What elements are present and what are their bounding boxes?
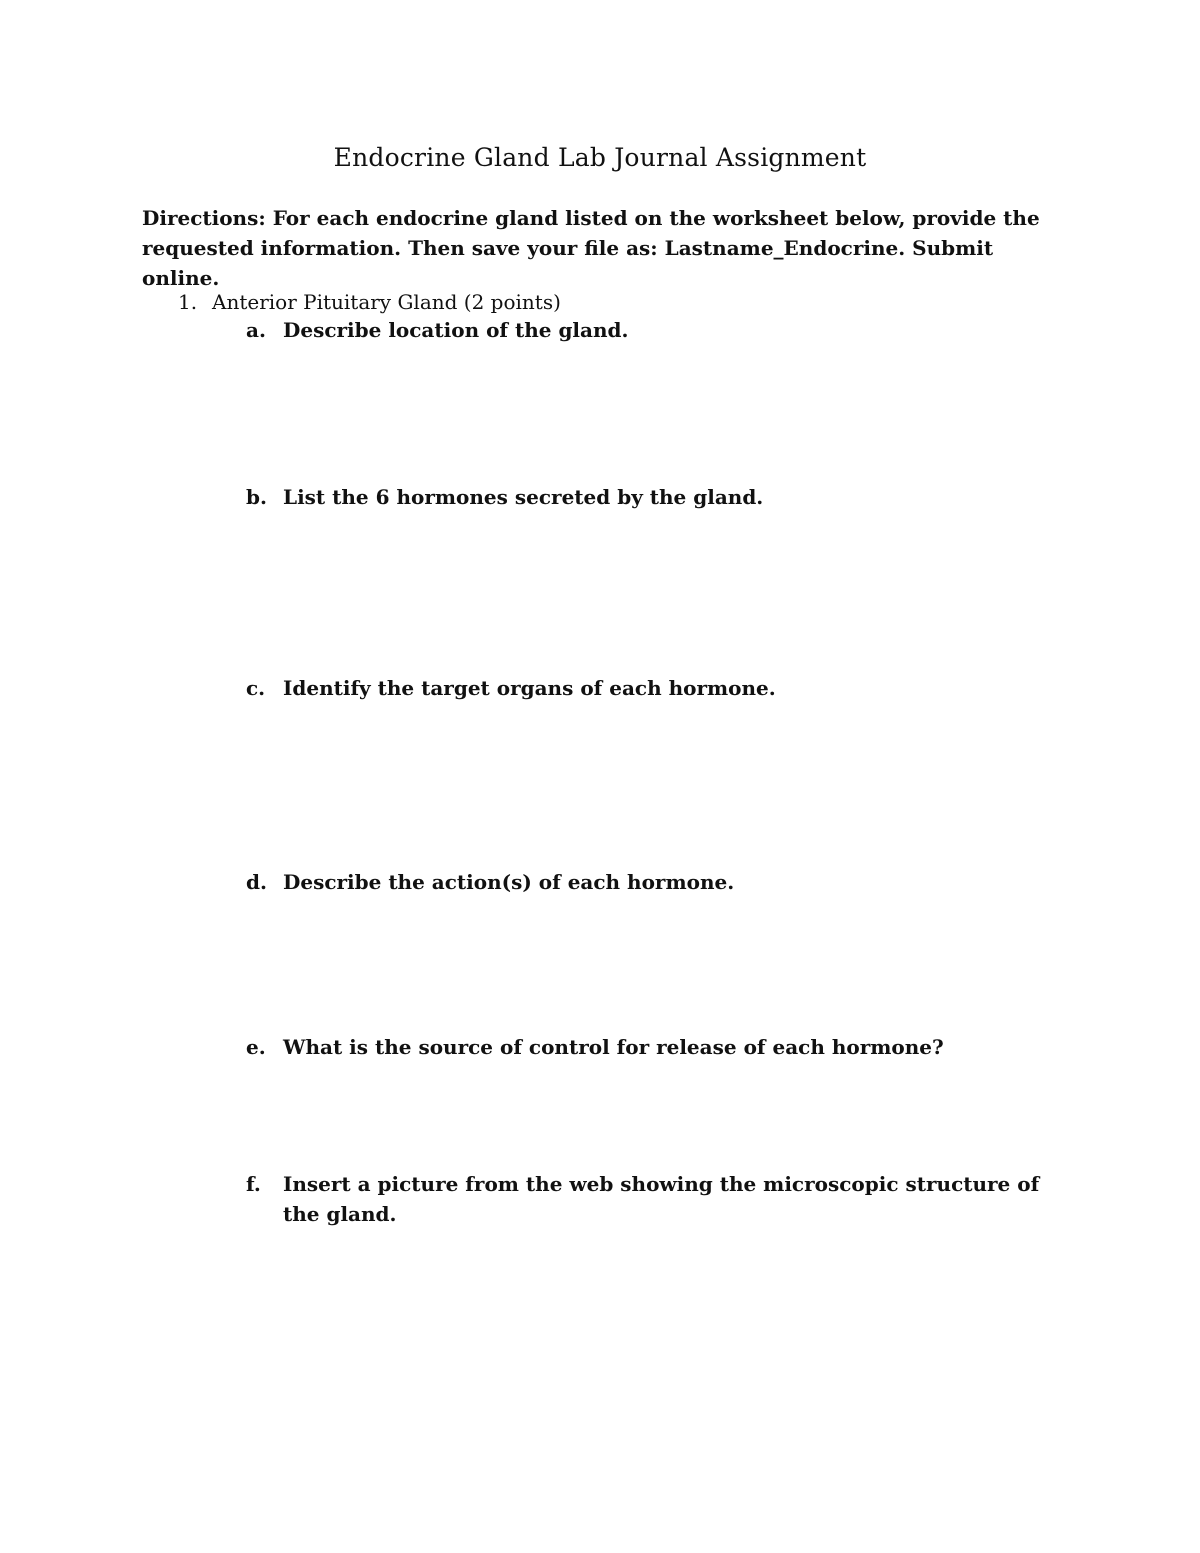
sub-question-text: Describe the action(s) of each hormone. xyxy=(283,870,735,894)
sub-question-text: Describe location of the gland. xyxy=(283,318,629,342)
sub-question-text: Identify the target organs of each hormone. xyxy=(283,676,776,700)
sub-question-letter: a. xyxy=(246,318,266,342)
question-number: 1. xyxy=(178,290,198,314)
sub-question-letter: b. xyxy=(246,485,267,509)
sub-question-text: List the 6 hormones secreted by the gland. xyxy=(283,485,764,509)
sub-question-letter: d. xyxy=(246,870,267,894)
document-title: Endocrine Gland Lab Journal Assignment xyxy=(333,143,867,172)
sub-question-letter: c. xyxy=(246,676,266,700)
sub-question-text: What is the source of control for release of each hormone? xyxy=(283,1035,944,1059)
sub-question-letter: e. xyxy=(246,1035,266,1059)
sub-question-letter: f. xyxy=(246,1172,261,1196)
directions-paragraph: Directions: For each endocrine gland listed on the worksheet below, provide the requested information. Then save your file as: Lastname_Endocrine. Submit online. xyxy=(142,206,1040,290)
sub-question-text: Insert a picture from the web showing the microscopic structure of the gland. xyxy=(283,1172,1040,1226)
question-heading: Anterior Pituitary Gland (2 points) xyxy=(212,290,561,314)
